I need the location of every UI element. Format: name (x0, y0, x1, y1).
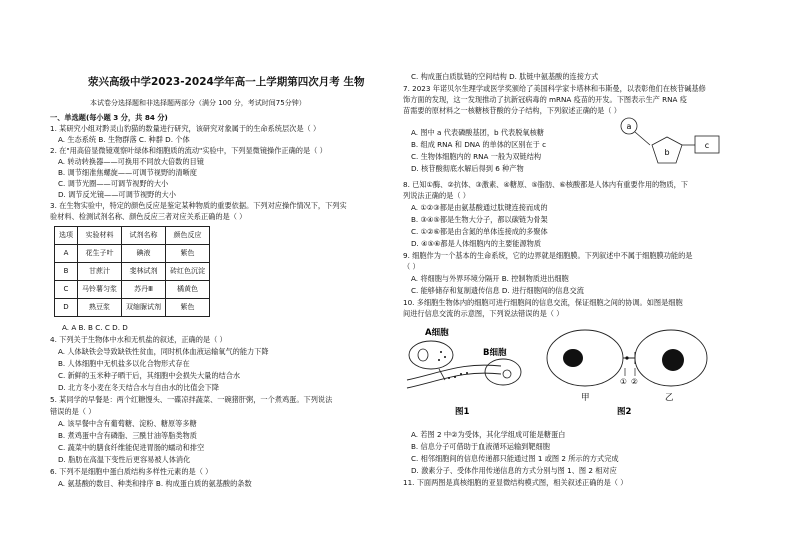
q10-option-d: D. 激素分子、受体作用传递信息的方式分别与图 1、图 2 相对应 (411, 466, 617, 475)
question-7-cont2: 苗需要的原材料之一核糖核苷酸的分子结构，下列叙述正确的是（ ） (403, 106, 621, 115)
question-7: 7. 2023 年诺贝尔生理学或医学奖颁给了美国科学家卡塔林和韦斯曼，以表彰他们在核苷碱基修 (403, 84, 706, 93)
q10-option-b: B. 信息分子可借助于血液循环运输到靶细胞 (411, 442, 550, 451)
table-cell: C (55, 281, 78, 299)
question-5: 5. 某同学的早餐是：两个红糖馒头、一碟凉拌蔬菜、一碗猪肝粥，一个煮鸡蛋。下列说法 (50, 395, 333, 404)
signal-dot (466, 372, 468, 374)
question-11: 11. 下面两图是真核细胞的亚显微结构模式图，相关叙述正确的是（ ） (403, 478, 628, 487)
cell-a-label: A细胞 (425, 328, 449, 338)
q5-option-b: B. 煮鸡蛋中含有磷脂、三酰甘油等脂类物质 (58, 431, 197, 440)
q8-option-d: D. ④⑤⑥都是人体细胞内的主要能源物质 (411, 239, 542, 248)
q7-option-c: C. 生物体细胞内的 RNA 一般为双链结构 (411, 152, 542, 161)
cell-jia (547, 330, 623, 386)
q2-option-d: D. 调节反光镜——可调节视野的大小 (58, 190, 176, 199)
table-header-row (55, 227, 210, 245)
q7-option-d: D. 核苷酸彻底水解后得到 6 种产物 (411, 164, 524, 173)
q4-option-c: C. 新鲜的玉米种子晒干后，其细胞中会损失大量的结合水 (58, 371, 241, 380)
label-c: c (704, 141, 710, 150)
cell-a-nucleus (418, 349, 428, 361)
table-header: 颜色反应 (166, 227, 210, 245)
section-heading: 一、单选题(每小题 3 分，共 84 分) (50, 113, 168, 122)
table-header: 试剂名称 (122, 227, 166, 245)
q3-options: A. A B. B C. C D. D (62, 323, 128, 332)
q6-options-ab: A. 氨基酸的数目、种类和排序 B. 构成蛋白质的氨基酸的条数 (58, 479, 252, 488)
figure1-caption: 图1 (455, 407, 470, 417)
question-5-cont: 错误的是（ ） (50, 407, 96, 416)
cell-yi-nucleus (662, 349, 684, 371)
table-cell: 紫色 (166, 299, 210, 317)
table-cell: B (55, 263, 78, 281)
table-cell: D (55, 299, 78, 317)
question-9-cont: （ ） (403, 262, 420, 271)
label-b: b (664, 148, 670, 157)
exam-subtitle: 本试卷分选择题和非选择题两部分（满分 100 分，考试时间75分钟） (90, 99, 306, 107)
marker-2: ② (631, 377, 638, 386)
table-header: 实验材料 (78, 227, 122, 245)
question-6: 6. 下列不是细胞中蛋白质结构多样性元素的是（ ） (50, 467, 213, 476)
table-cell: A (55, 245, 78, 263)
question-1: 1. 某研究小组对黔灵山豹猫的数量进行研究，该研究对象属于的生命系统层次是（ ） (50, 124, 321, 133)
cell-b-label: B细胞 (483, 348, 507, 358)
q10-option-c: C. 相邻细胞间的信息传递都只能通过图 1 或图 2 所示的方式完成 (411, 454, 619, 463)
cell-jia-nucleus (563, 349, 583, 367)
question-10: 10. 多细胞生物体内的细胞可进行细胞间的信息交流，保证细胞之间的协调。如图是细胞 (403, 298, 683, 307)
q4-option-b: B. 人体细胞中无机盐多以化合物形式存在 (58, 359, 190, 368)
table-cell: 双缩脲试剂 (122, 299, 166, 317)
table-cell: 紫色 (166, 245, 210, 263)
question-2: 2. 在"用高倍显微镜观察叶绿体和细胞质的流动"实验中，下列显微镜操作正确的是（ ） (50, 146, 327, 155)
table-header: 选项 (55, 227, 78, 245)
figure2-caption: 图2 (617, 407, 632, 417)
signal-dot (460, 373, 462, 375)
q2-option-c: C. 调节光圈——可调节视野的大小 (58, 179, 169, 188)
cell-signaling-figure (403, 322, 748, 420)
blood-vessel-lower (407, 373, 501, 388)
q8-option-a: A. ①②③都是由氨基酸通过肽键连接而成的 (411, 203, 548, 212)
signal-dot (438, 359, 440, 361)
table-cell: 橘黄色 (166, 281, 210, 299)
q6-options-cd: C. 构成蛋白质肽链的空间结构 D. 肽链中氨基酸的连接方式 (411, 72, 599, 81)
question-8: 8. 已知①酶、②抗体、③激素、④糖原、⑤脂肪、⑥核酸都是人体内有重要作用的物质，下 (403, 180, 688, 189)
question-3-cont: 验材料、检测试剂名称、颜色反应三者对应关系正确的是（ ） (50, 212, 247, 221)
question-10-cont: 间进行信息交流的示意图，下列说法错误的是（ ） (403, 309, 564, 318)
q4-option-a: A. 人体缺铁会导致缺铁性贫血，同时机体血液运输氧气的能力下降 (58, 347, 269, 356)
label-jia: 甲 (581, 393, 590, 403)
signal-dot (454, 376, 456, 378)
table-row (55, 263, 210, 281)
question-4: 4. 下列关于生物体中水和无机盐的叙述，正确的是（ ） (50, 335, 227, 344)
q10-option-a: A. 若图 2 中②为受体，其化学组成可能是糖蛋白 (411, 430, 566, 439)
q8-option-b: B. ③④⑤都是生物大分子，都以碳链为骨架 (411, 215, 548, 224)
q4-option-d: D. 北方冬小麦在冬天结合水与自由水的比值会下降 (58, 383, 220, 392)
table-cell: 甘蔗汁 (78, 263, 122, 281)
q9-options-ab: A. 将细胞与外界环境分隔开 B. 控制物质进出细胞 (411, 274, 569, 283)
q5-option-c: C. 蔬菜中的膳食纤维能促进胃肠的蠕动和排空 (58, 443, 205, 452)
cell-b (485, 359, 521, 385)
q7-option-b: B. 组成 RNA 和 DNA 的单体的区别在于 c (411, 140, 547, 149)
exam-title: 荥兴高级中学2023-2024学年高一上学期第四次月考 生物 (88, 76, 365, 88)
signal-dot (440, 351, 442, 353)
q9-options-cd: C. 能够储存和复制遗传信息 D. 进行细胞间的信息交流 (411, 286, 584, 295)
signal-molecule (625, 356, 628, 359)
label-a: a (626, 122, 632, 131)
cell-b-nucleus (503, 370, 511, 378)
bond-line (635, 132, 650, 145)
label-yi: 乙 (665, 393, 674, 403)
table-row (55, 299, 210, 317)
q2-option-b: B. 调节细准焦螺旋——可调节视野的清晰度 (58, 168, 197, 177)
experiment-table (54, 226, 210, 317)
cell-a (409, 341, 453, 369)
q2-option-a: A. 转动转换器——可换用不同放大倍数的目镜 (58, 157, 204, 166)
question-9: 9. 细胞作为一个基本的生命系统，它的边界就是细胞膜。下列叙述中不属于细胞膜功能的是 (403, 251, 693, 260)
table-cell: 碘液 (122, 245, 166, 263)
q7-option-a: A. 图中 a 代表磷酸基团，b 代表脱氧核糖 (411, 128, 544, 137)
table-row (55, 281, 210, 299)
q8-option-c: C. ①②⑥都是由含氮的单体连接成的多聚体 (411, 227, 548, 236)
table-cell: 砖红色沉淀 (166, 263, 210, 281)
table-cell: 马铃薯匀浆 (78, 281, 122, 299)
signal-dot (444, 356, 446, 358)
q5-option-a: A. 该早餐中含有葡萄糖、淀粉、糖原等多糖 (58, 419, 197, 428)
table-row (55, 245, 210, 263)
nucleotide-diagram (615, 115, 735, 185)
q5-option-d: D. 脂肪在高温下变性后更容易被人体消化 (58, 455, 191, 464)
table-cell: 熟豆浆 (78, 299, 122, 317)
marker-1: ① (620, 377, 627, 386)
signal-dot (448, 377, 450, 379)
table-cell: 苏丹Ⅲ (122, 281, 166, 299)
question-3: 3. 在生物实验中，特定的颜色反应是鉴定某种物质的重要依据。下列对应操作情况下，下列实 (50, 201, 347, 210)
question-7-cont: 饰方面的发现，这一发现推动了抗新冠病毒的 mRNA 疫苗的开发。下图表示生产 RNA 疫 (403, 95, 687, 104)
question-8-cont: 列说法正确的是（ ） (403, 191, 470, 200)
table-cell: 斐林试剂 (122, 263, 166, 281)
table-cell: 花生子叶 (78, 245, 122, 263)
q1-options: A. 生态系统 B. 生物群落 C. 种群 D. 个体 (58, 135, 190, 144)
